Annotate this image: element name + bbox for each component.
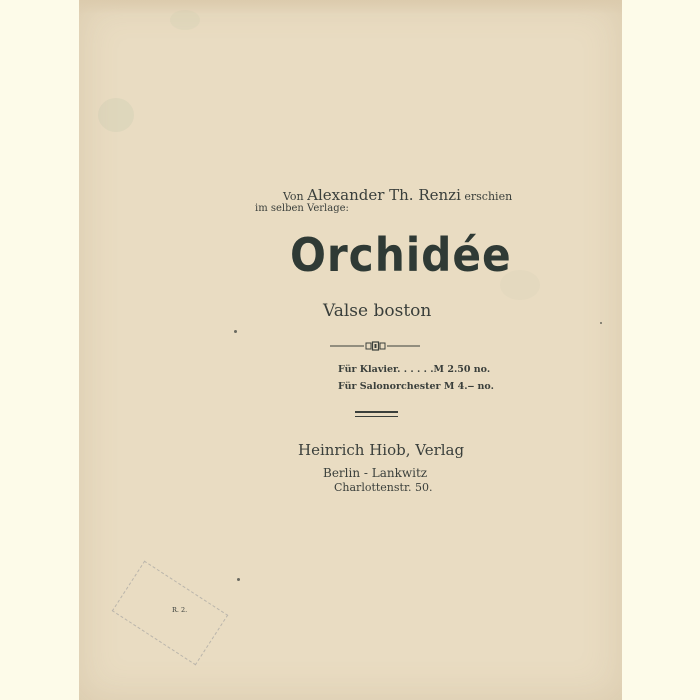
piece-title: Orchidée bbox=[290, 228, 512, 282]
ink-speck bbox=[600, 322, 602, 324]
publisher-name: Heinrich Hiob, Verlag bbox=[298, 441, 465, 459]
ink-speck bbox=[234, 330, 237, 333]
paper-stain bbox=[170, 10, 200, 30]
plate-code: R. 2. bbox=[172, 606, 188, 614]
ornament-divider bbox=[330, 340, 420, 352]
intro-line-1 bbox=[283, 186, 512, 204]
divider-rule bbox=[355, 416, 398, 417]
price-piano: Für Klavier. . . . . .M 2.50 no. bbox=[338, 364, 491, 375]
divider-rule bbox=[355, 411, 398, 413]
composer-name: Alexander Th. Renzi bbox=[307, 186, 461, 204]
publisher-street: Charlottenstr. 50. bbox=[334, 481, 433, 494]
price-salon-orchestra: Für Salonorchester M 4.‒ no. bbox=[338, 381, 494, 392]
intro-suffix: erschien bbox=[464, 190, 513, 203]
intro-prefix: Von bbox=[283, 190, 304, 203]
sheet-top-edge bbox=[79, 0, 622, 14]
paper-stain bbox=[98, 98, 134, 132]
intro-line-2: im selben Verlage: bbox=[255, 203, 349, 214]
ink-speck bbox=[237, 578, 240, 581]
publisher-city: Berlin - Lankwitz bbox=[323, 466, 428, 480]
piece-subtitle: Valse boston bbox=[323, 301, 432, 321]
